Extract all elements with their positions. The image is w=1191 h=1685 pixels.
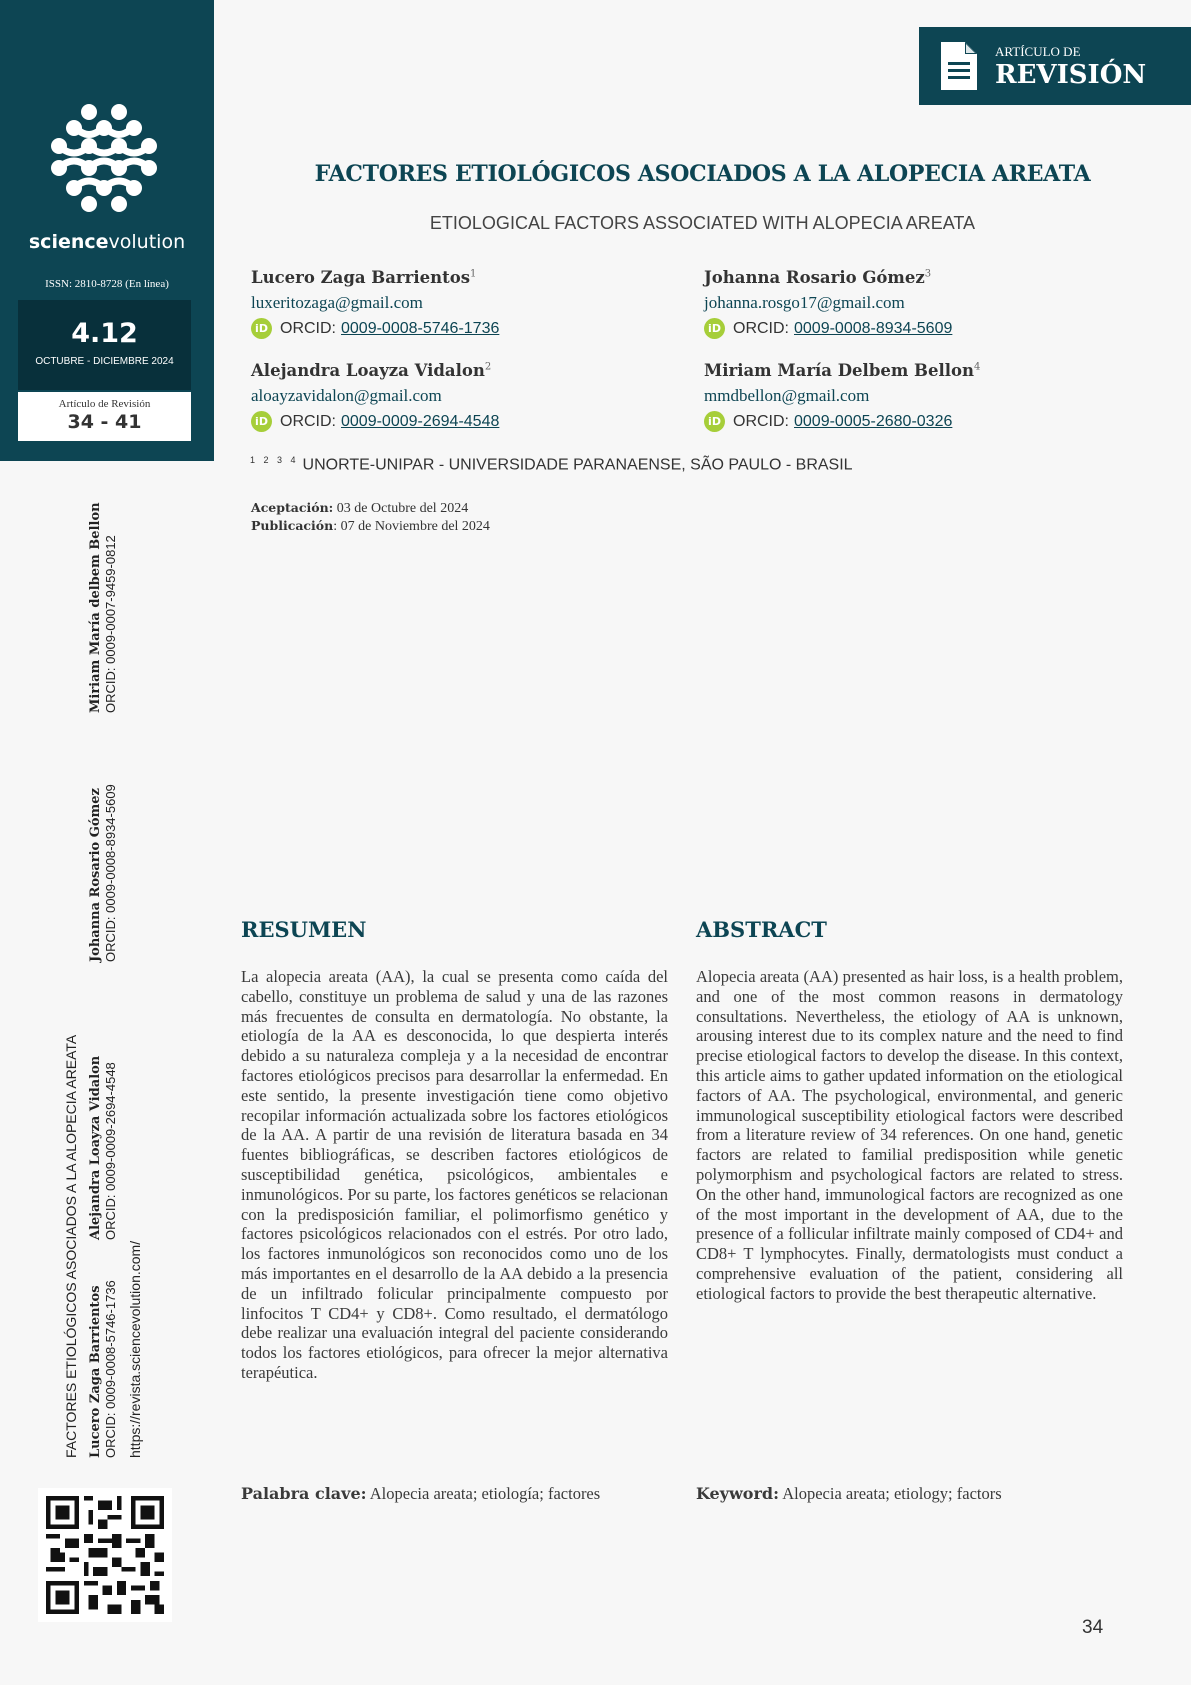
orcid-label: ORCID: [733, 412, 789, 430]
journal-brand [0, 231, 214, 253]
side-author-1 [87, 1285, 103, 1458]
article-dates [251, 499, 490, 535]
keywords-label: Palabra clave: [241, 1484, 367, 1503]
author-name-text: Alejandra Loayza Vidalon [251, 361, 485, 380]
publication-label: Publicación [251, 518, 334, 533]
side-author-4 [87, 502, 103, 713]
author-name-text: Miriam María Delbem Bellon [704, 361, 975, 380]
author-block [704, 268, 1134, 339]
author-block [251, 268, 681, 339]
affiliation-sup: 1 2 3 4 [250, 455, 299, 465]
author-email[interactable]: johanna.rosgo17@gmail.com [704, 293, 905, 312]
orcid-link[interactable]: 0009-0008-8934-5609 [794, 319, 953, 337]
resumen-text: La alopecia areata (AA), la cual se presenta como caída del cabello, constituye un problema de salud y una de las razones más frecuentes de consulta en dermatología. No obstante, la etiología de la AA es desconocida, lo que despierta interés debido a su naturaleza compleja y a la necesidad de encontrar factores etiológicos precisos para desarrollar la enfermedad. En este sentido, la presente investigación tiene como objetivo recopilar información actualizada sobre los factores etiológicos de la AA. A partir de una revisión de literatura basada en 34 fuentes bibliográficas, se describen factores etiológicos de susceptibilidad genética, psicológicos, ambientales e inmunológicos. Por su parte, los factores genéticos se relacionan con la predisposición familiar, el polimorfismo genético y factores psicológicos relacionados con el estrés. Por otro lado, los factores inmunológicos son reconocidos como uno de los más importantes en el desarrollo de la AA debido a la presencia de un infiltrado folicular principalmente compuesto por linfocitos T CD4+ y CD8+. Como resultado, el dermatólogo debe realizar una evaluación integral del paciente considerando todos los factores etiológicos, para ofrecer la mejor alternativa terapéutica. [241, 967, 668, 1382]
author-email[interactable]: mmdbellon@gmail.com [704, 386, 870, 405]
side-author-2-orcid: ORCID: 0009-0009-2694-4548 [103, 1062, 118, 1240]
author-sup: 2 [484, 361, 492, 373]
author-name [704, 361, 1134, 380]
author-name-text: Johanna Rosario Gómez [704, 268, 925, 287]
abstract-heading-text: ABSTRACT [696, 917, 827, 942]
author-email[interactable]: aloayzavidalon@gmail.com [251, 386, 442, 405]
author-email[interactable]: luxeritozaga@gmail.com [251, 293, 423, 312]
orcid-icon: iD [251, 318, 272, 339]
author-block [251, 361, 681, 432]
badge-small-text: ARTÍCULO DE [995, 44, 1081, 59]
orcid-icon: iD [704, 411, 725, 432]
orcid-icon: iD [251, 411, 272, 432]
author-orcid [704, 411, 1134, 432]
publication-value: : 07 de Noviembre del 2024 [333, 519, 490, 534]
orcid-label: ORCID: [280, 319, 336, 337]
brand-rest: volution [108, 231, 186, 253]
side-author-1-orcid: ORCID: 0009-0008-5746-1736 [103, 1280, 118, 1458]
orcid-link[interactable]: 0009-0009-2694-4548 [341, 412, 500, 430]
author-sup: 3 [924, 268, 932, 280]
orcid-icon: iD [704, 318, 725, 339]
author-block [704, 361, 1134, 432]
author-name [251, 361, 681, 380]
issn: ISSN: 2810-8728 (En línea) [45, 278, 169, 290]
author-orcid [251, 318, 681, 339]
affiliation [250, 455, 853, 474]
acceptance-date [251, 499, 490, 517]
pages-label: Artículo de Revisión [58, 398, 151, 410]
author-sup: 4 [974, 361, 981, 373]
acceptance-label: Aceptación: [251, 500, 334, 515]
document-icon [939, 40, 979, 92]
page-number: 34 [1082, 1617, 1104, 1638]
abstract-heading [696, 917, 1123, 942]
resumen-heading-text: RESUMEN [241, 917, 367, 942]
volume-box [18, 300, 191, 390]
author-name [704, 268, 1134, 287]
brand-bold: science [28, 231, 109, 253]
author-sup: 1 [470, 268, 477, 280]
journal-sidebar [0, 0, 214, 461]
acceptance-value: 03 de Octubre del 2024 [333, 501, 469, 516]
badge-big-text: REVISIÓN [995, 60, 1147, 90]
side-journal-url[interactable]: https://revista.sciencevolution.com/ [127, 1240, 143, 1458]
article-subtitle: ETIOLOGICAL FACTORS ASSOCIATED WITH ALOPECIA AREATA [429, 213, 976, 233]
side-author-4-orcid: ORCID: 0009-0007-9459-0812 [103, 535, 118, 713]
author-orcid [251, 411, 681, 432]
side-author-3-orcid: ORCID: 0009-0008-8934-5609 [103, 784, 118, 962]
author-orcid [704, 318, 1134, 339]
side-author-2 [87, 1056, 103, 1240]
resumen-heading [241, 917, 668, 942]
keywords-value: Alopecia areata; etiology; factors [779, 1484, 1002, 1503]
orcid-label: ORCID: [733, 319, 789, 337]
side-author-1-name: Lucero Zaga Barrientos [88, 1285, 103, 1458]
article-type-badge [919, 27, 1191, 105]
author-name [251, 268, 681, 287]
side-author-2-name: Alejandra Loayza Vidalon [88, 1055, 103, 1240]
side-author-3-name: Johanna Rosario Gómez [88, 788, 103, 962]
keywords-value: Alopecia areata; etiología; factores [366, 1484, 601, 1503]
affiliation-text: UNORTE-UNIPAR - UNIVERSIDADE PARANAENSE, SÃO PAULO - BRASIL [302, 456, 853, 474]
qr-code-icon[interactable] [38, 1488, 172, 1622]
sciencevolution-logo-icon [44, 98, 164, 218]
side-author-3 [87, 788, 103, 962]
volume-number: 4.12 [71, 318, 138, 349]
publication-date [251, 517, 490, 535]
orcid-link[interactable]: 0009-0008-5746-1736 [341, 319, 500, 337]
article-title: FACTORES ETIOLÓGICOS ASOCIADOS A LA ALOPECIA AREATA [314, 161, 1091, 187]
issue-period: OCTUBRE - DICIEMBRE 2024 [35, 356, 174, 367]
pages-range: 34 - 41 [67, 411, 142, 433]
abstract-text: Alopecia areata (AA) presented as hair loss, is a health problem, and one of the most common reasons in dermatology consultations. Nevertheless, the etiology of AA is unknown, arousing interest due to its complex nature and the need to find precise etiological factors to develop the disease. In this context, this article aims to gather updated information on the etiological factors of AA. The psychological, environmental, and generic immunological susceptibility etiological factors were described from a literature review of 34 references. On one hand, genetic factors are related to familial predisposition while genetic polymorphism and psychological factors are related to stress. On the other hand, immunological factors are recognized as one of the most important in the development of AA, due to the presence of a follicular infiltrate mainly composed of CD4+ and CD8+ T lymphocytes. Finally, dermatologists must conduct a comprehensive evaluation of the patient, considering all etiological factors to provide the best therapeutic alternative. [696, 967, 1123, 1303]
orcid-label: ORCID: [280, 412, 336, 430]
side-article-title: FACTORES ETIOLÓGICOS ASOCIADOS A LA ALOPECIA AREATA [63, 1034, 79, 1458]
keywords-label: Keyword: [696, 1484, 779, 1503]
orcid-link[interactable]: 0009-0005-2680-0326 [794, 412, 953, 430]
side-author-4-name: Miriam María delbem Bellon [88, 502, 103, 713]
resumen-keywords [241, 1484, 600, 1504]
abstract-keywords [696, 1484, 1002, 1504]
author-name-text: Lucero Zaga Barrientos [251, 268, 470, 287]
pages-box [18, 392, 191, 441]
